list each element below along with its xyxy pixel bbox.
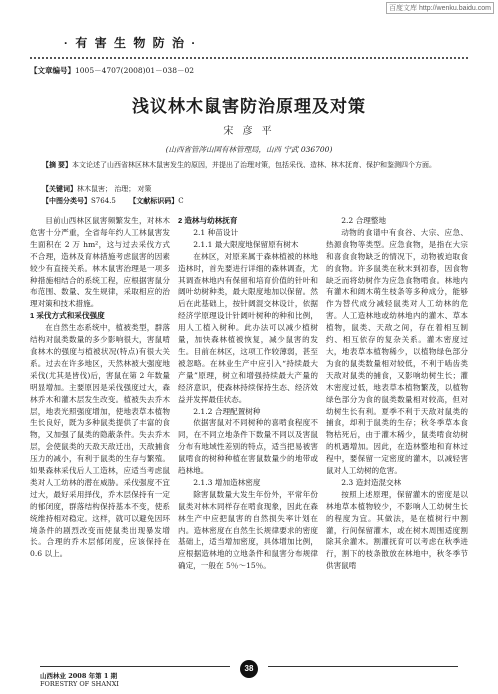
classification: 【中图分类号】S764.5 【文献标识码】C bbox=[42, 197, 184, 205]
paragraph: 在林区，对原来属于森林植被的林地造林时，首先要进行详细的森林调查，尤其调查林地内有保留和培育价值的针叶和阔叶幼树种类，最大限度地加以保留。然后在此基础上，按针阔混交林设计，依据经济学原理设计针阔叶树种的种和比例，用人工植入树种。此办法可以减少植树量，加快森林植被恢复，减少鼠害的发生。目前在林区，这项工作较薄弱，甚至被忽略。在林业生产中应引入“持续最大产量”原理，树立和增强持续最大产量的经济意识，使森林持续保持生态、经济效益并发挥最佳状态。 bbox=[178, 251, 318, 404]
paragraph: 动物的食谱中有食谷、大宗、应急、热源食物等类型。应急食物，是指在大宗和喜食食物缺乏的情况下，动物被迫取食的食物。许多鼠类在秋末到初春，因食物缺乏而将幼树作为应急食物啃食。林地内有灌木和阔木萌生枝条等多种成分，能够作为替代成分减轻鼠类对人工幼林的危害。人工造林地或幼林地内的灌木、草本植物，鼠类、天敌之间，存在着相互制约、相互依存的复杂关系。灌木密度过大，地表草本植物稀少，以植物绿色部分为食的鼠类数量相对较低，不利于啮齿类天敌对鼠类的捕食，又影响幼树生长；灌木密度过低，地表草本植物繁茂，以植物绿色部分为食的鼠类数量相对较高，但对幼树生长有利。夏季不利于天敌对鼠类的捕食，却利于鼠类的生存；秋冬季草本食物枯死后，由于灌木稀少，鼠类啃食幼树的机遇增加。因此，在造林整地和育林过程中，要保留一定密度的灌木，以减轻害鼠对人工幼树的危害。 bbox=[326, 227, 468, 476]
paragraph: 2.2 合理整地 bbox=[341, 216, 387, 225]
article-title: 浅议林木鼠害防治原理及对策 bbox=[132, 97, 366, 116]
paragraph: 按照上述原理，保留灌木的密度是以林地草本植物较少，不影响人工幼树生长的程度为宜。其做法，是在植树行中割灌，行间保留灌木，或在树木周围适度割除其余灌木。割灌抚育可以考虑在秋季进行，割下的枝条散放在林地中，秋冬季节供害鼠啃 bbox=[326, 489, 468, 571]
watermark: 百度文库 http://wenku.baidu.com bbox=[386, 2, 494, 14]
paragraph: 2.1 种苗设计 bbox=[193, 227, 239, 237]
section-tag: · 有 害 生 物 防 治 · bbox=[64, 36, 198, 50]
affiliation: (山西省管涔山国有林管理局，山西 宁武 036700) bbox=[165, 145, 333, 154]
article-number: 【文章编号】1005－4707(2008)01－038－02 bbox=[30, 66, 195, 75]
section-heading: 1 采伐方式和采伐强度 bbox=[30, 311, 105, 321]
page-number: 38 bbox=[240, 660, 258, 678]
paragraph: 在自然生态系统中，植被类型，群落结构对鼠类数量的多少影响很大，害鼠啃食林木的强度与植被状况(特点)有很大关系。过去在许多地区，天然林被大强度地采伐(尤其是皆伐)后，害鼠在第 2 年数量明显增加。主要原因是采伐强度过大，森林乔木和灌木层发生改变。植被失去乔木层，地表光照强度增加，使地表草本植物生长良好，既为多种鼠类提供了丰富的食物，又加强了鼠类的隐蔽条件。失去乔木层，会使鼠类的天敌天敌迁出，天敌捕食压力的减小，有利于鼠类的生存与繁殖。如果森林采伐后人工造林，应适当考虑鼠类对人工幼林的潜在威胁。采伐强度不宜过大，最好采用择伐，乔木层保持有一定的郁闭度，群落结构保持基本不变，使系统维持相对稳定。这样，就可以避免因环境条件的剧烈改变而使鼠类出现暴发增长。合理的乔木层郁闭度，应该保持在 0.6 以上。 bbox=[30, 323, 170, 559]
paragraph: 除害鼠数量大发生年份外，平常年份鼠类对林木同样存在啃食现象，因此在森林生产中应把鼠害的自然损失率计划在内。造林密度在自然生长规律要求的密度基础上，适当增加密度，具体增加比例，应根据造林地的立地条件和鼠害分布规律确定，一般在 5％～15％。 bbox=[178, 489, 318, 571]
journal-name-en: FORESTRY OF SHANXI bbox=[40, 680, 119, 688]
abstract: 【摘 要】本文论述了山西省林区林木鼠害发生的原因，并提出了治理对策，包括采伐、造林、林木抚育、保护和鉴测四个方面。 bbox=[42, 161, 436, 169]
dotted-divider bbox=[30, 57, 470, 59]
paragraph: 2.1.1 最大限度地保留原有树木 bbox=[193, 239, 299, 249]
paragraph: 目前山西林区鼠害频繁发生，对林木危害十分严重，全省每年约人工林鼠害发生面积在 2 万 hm²，这与过去采伐方式不合理，造林及育林措施考虑鼠害的因素较少有直接关系。林木鼠害治理是一项多种措施相结合的系统工程，应根据害鼠分布范围、数量、发生规律，采取相应的治理对策和技术措施。 bbox=[30, 216, 170, 309]
journal-name: 山西林业 2008 年第 1 期 bbox=[40, 672, 118, 680]
keywords: 【关键词】林木鼠害； 治理； 对策 bbox=[42, 185, 152, 193]
column-1 bbox=[30, 215, 170, 560]
paragraph: 2.1.3 增加造林密度 bbox=[193, 477, 261, 487]
footer-rule-left bbox=[40, 666, 230, 667]
footer bbox=[40, 672, 119, 688]
paragraph: 2.3 造封造混交林 bbox=[341, 477, 402, 487]
section-heading: 2 造林与幼林抚育 bbox=[178, 216, 238, 225]
author: 宋 彦 平 bbox=[223, 126, 275, 137]
footer-rule-right bbox=[268, 666, 458, 667]
paragraph: 2.1.2 合理配置树种 bbox=[193, 406, 261, 416]
paragraph: 依据害鼠对不同树种的喜啃食程度不同，在不同立地条件下数量不同以及害鼠分布有地域性差别的特点，适当把易被害鼠啃食的树种种植在害鼠数量少的地带或趋林地。 bbox=[178, 418, 318, 476]
column-2 bbox=[178, 215, 318, 572]
column-3 bbox=[326, 215, 468, 572]
